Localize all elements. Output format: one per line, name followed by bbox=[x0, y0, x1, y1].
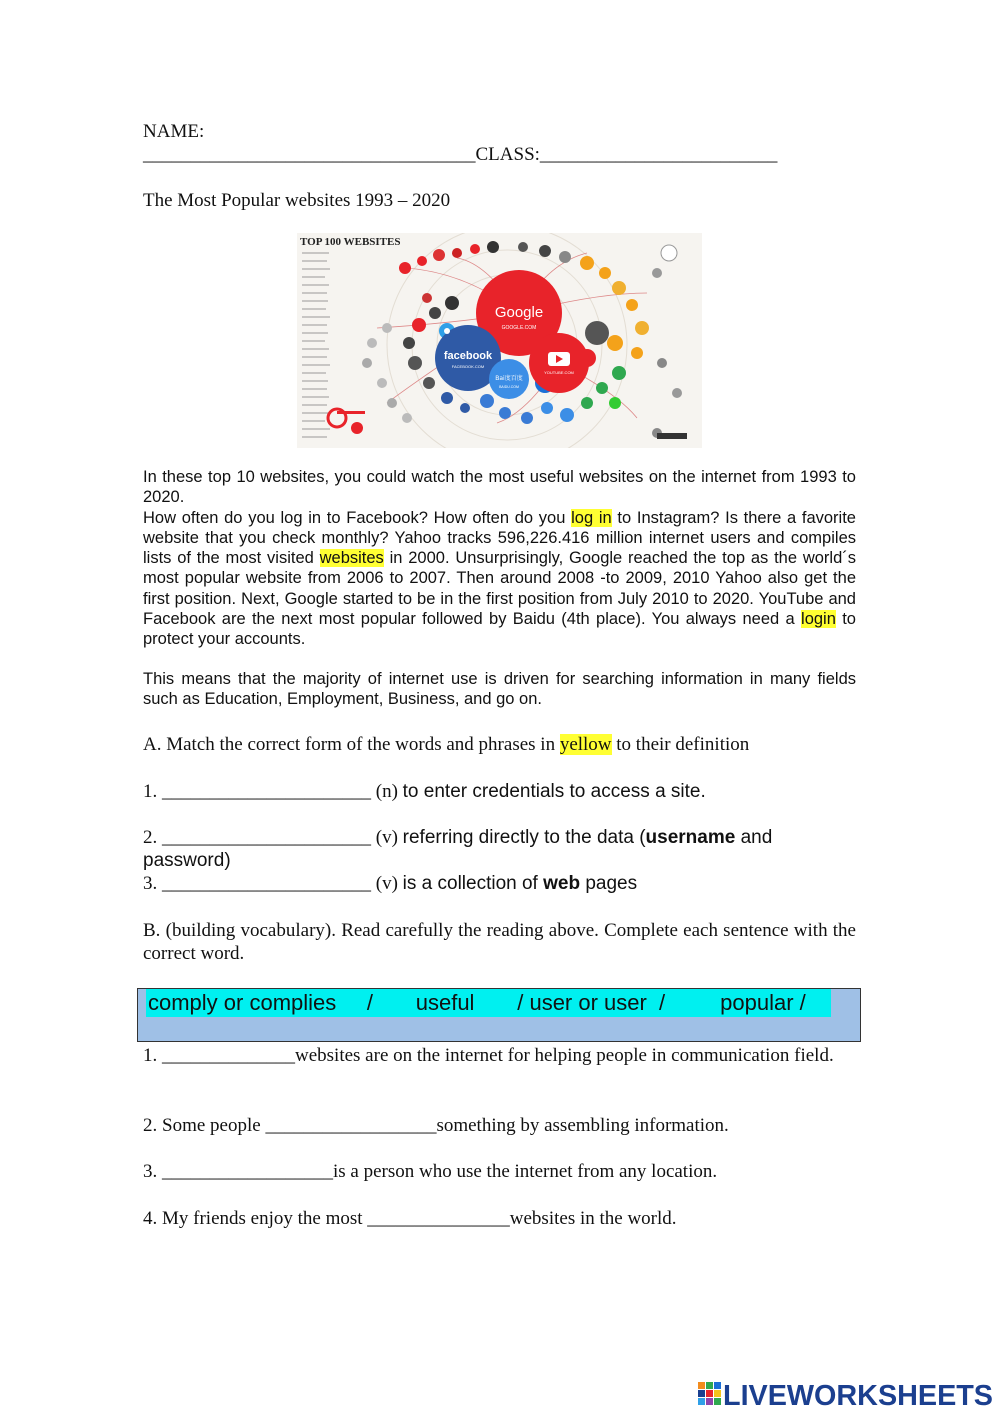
baidu-url: BAIDU.COM bbox=[499, 385, 519, 389]
class-label: CLASS: bbox=[475, 144, 540, 165]
google-url: GOOGLE.COM bbox=[501, 325, 537, 331]
highlight-websites: websites bbox=[319, 549, 384, 568]
liveworksheets-logo[interactable] bbox=[697, 1377, 997, 1411]
name-label: NAME: bbox=[143, 121, 205, 142]
section-a-item-1: 1. ______________________ (n) to enter credentials to access a site. bbox=[143, 781, 706, 802]
answer-blank-a2[interactable]: ______________________ bbox=[162, 827, 371, 848]
facebook-url: FACEBOOK.COM bbox=[451, 364, 485, 369]
reading-paragraph-3: This means that the majority of internet use is driven for searching information in many fields such as Education, Employment, Business, and go on. bbox=[143, 669, 856, 708]
reading-passage bbox=[143, 467, 856, 709]
word-bank-text: comply or complies / useful / user or user / popular / bbox=[148, 990, 806, 1015]
facebook-label: facebook bbox=[443, 350, 493, 362]
reading-paragraph-2: How often do you log in to Facebook? How often do you log in to Instagram? Is there a favorite website that you check monthly? Yahoo tracks 596,226.416 million internet users and compiles lists of the most visited websites in 2000. Unsurprisingly, Google reached the top as the world´s most popular website from 2006 to 2007. Then around 2008 -to 2009, 2010 Yahoo also get the first position. Next, Google started to be in the first position from July 2010 to 2020. YouTube and Facebook are the next most popular followed by Baidu (4th place). You always need a login to protect your accounts. bbox=[143, 508, 857, 649]
name-blank[interactable]: ___________________________________ bbox=[143, 144, 476, 165]
section-a-item-2-cont: password) bbox=[143, 850, 231, 871]
youtube-url: YOUTUBE.COM bbox=[544, 370, 574, 375]
name-class-line bbox=[143, 143, 777, 166]
answer-blank-b4[interactable]: _______________ bbox=[367, 1208, 510, 1229]
answer-blank-b3[interactable]: __________________ bbox=[162, 1161, 333, 1182]
section-a-item-2: 2. ______________________ (v) referring directly to the data (username and bbox=[143, 827, 773, 848]
liveworksheets-grid-icon bbox=[698, 1382, 721, 1405]
baidu-label: Bai度百度 bbox=[495, 375, 523, 382]
reading-paragraph-1: In these top 10 websites, you could watch the most useful websites on the internet from 1993 to 2020. bbox=[143, 468, 856, 507]
logo-text: LIVEWORKSHEETS bbox=[723, 1380, 993, 1411]
section-b-sentence-2: 2. Some people __________________something by assembling information. bbox=[143, 1115, 729, 1136]
page-title: The Most Popular websites 1993 – 2020 bbox=[143, 190, 451, 211]
answer-blank-a1[interactable]: ______________________ bbox=[162, 781, 371, 802]
top-100-websites-infographic bbox=[297, 233, 702, 448]
highlight-yellow: yellow bbox=[559, 734, 612, 755]
answer-blank-b1[interactable]: ______________ bbox=[162, 1045, 295, 1066]
section-b-sentence-1: 1. ______________websites are on the internet for helping people in communication field. bbox=[143, 1045, 834, 1066]
section-b-sentence-4: 4. My friends enjoy the most _______________websites in the world. bbox=[143, 1208, 677, 1229]
section-b-sentence-3: 3. __________________is a person who use the internet from any location. bbox=[143, 1161, 718, 1182]
highlight-login: login bbox=[801, 610, 836, 629]
section-a-item-3: 3. ______________________ (v) is a collection of web pages bbox=[143, 873, 638, 894]
answer-blank-a3[interactable]: ______________________ bbox=[162, 873, 371, 894]
section-a-instruction: A. Match the correct form of the words and phrases in yellow to their definition bbox=[143, 734, 750, 755]
class-blank[interactable]: _________________________ bbox=[539, 144, 778, 165]
highlight-log-in: log in bbox=[571, 508, 612, 527]
answer-blank-b2[interactable]: __________________ bbox=[265, 1115, 437, 1136]
infographic-heading: TOP 100 WEBSITES bbox=[300, 236, 401, 248]
google-label: Google bbox=[494, 304, 544, 321]
word-bank-box bbox=[137, 988, 861, 1042]
section-b-instruction: B. (building vocabulary). Read carefully the reading above. Complete each sentence with the correct word. bbox=[143, 920, 856, 964]
